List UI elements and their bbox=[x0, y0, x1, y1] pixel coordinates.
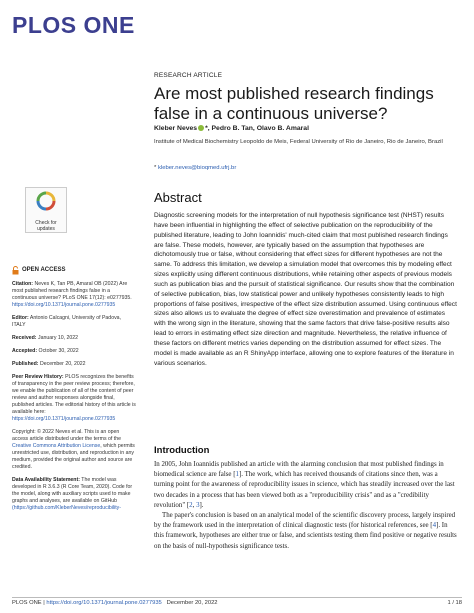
page-footer: PLOS ONE | https://doi.org/10.1371/journal.pone.0277935 December 20, 2022 1 / 18 bbox=[12, 600, 462, 606]
check-updates-line2: updates bbox=[37, 226, 55, 232]
article-type: RESEARCH ARTICLE bbox=[154, 72, 223, 79]
corresponding-mark: * bbox=[205, 125, 208, 132]
peer-review-link[interactable]: https://doi.org/10.1371/journal.pone.0277935 bbox=[12, 416, 116, 422]
intro-paragraph-1: In 2005, John Ioannidis published an article with the alarming conclusion that most published findings in biomedical science are false [1]. The work, which has received thousands of citations since then, was a turning point for the awareness of reproducibility issues in science, which has steadily increased over the last two decades in a process that has been viewed both as a "reproducibility crisis" and as a "credibility revolution" [2, 3]. bbox=[154, 461, 455, 509]
intro-paragraph-2: The paper's conclusion is based on an analytical model of the scientific discovery process, largely inspired by the framework used in the interpretation of clinical diagnostic tests (for historical references, see [4]. In this framework, hypotheses are either true or false, and scientists testing them find positive or negative results on the basis of null-hypothesis significance tests. bbox=[154, 512, 457, 550]
editor-block: Editor: Antonio Calcagni, University of Padova, ITALY bbox=[12, 315, 121, 328]
reference-link[interactable]: 4 bbox=[432, 522, 437, 530]
footer-date: December 20, 2022 bbox=[166, 600, 218, 606]
introduction-text bbox=[154, 460, 457, 552]
abstract-text: Diagnostic screening models for the interpretation of null hypothesis significance test (NHST) results have been influential in highlighting the effect of selective publication on the reproducibility of the published literature, leading to John Ioannidis' much-cited claim that most published research findings are false. These models, however, are typically based on the assumption that hypotheses are dichotomously true or false, without considering that effect sizes for different hypotheses are not the same. To address this limitation, we develop a simulation model that overcomes this by modeling effect sizes explicitly using different continuous distributions, while retaining other aspects of previous models such as publication bias and the pursuit of statistical significance. Our results show that the combination of selective publication, bias, low statistical power and unlikely hypotheses consistently leads to high proportions of false positives, irrespective of the effect size distribution assumed. Using continuous effect sizes also allows us to evaluate the degree of effect size overestimation and prevalence of estimates with the wrong sign in the literature, showing that the same factors that drive false-positive results also lead to errors in estimating effect size direction and magnitude. Nevertheless, the relative influence of these factors on different metrics varies depending on the distribution assumed for effect sizes. The model is made available as an R ShinyApp interface, allowing one to explore features of the literature in various scenarios. bbox=[154, 212, 457, 367]
affiliation: Institute of Medical Biochemistry Leopoldo de Meis, Federal University of Rio de Janeiro, Rio de Janeiro, Brazil bbox=[154, 139, 443, 145]
github-link[interactable]: (https://github.com/KleberNeves/reproducibility- bbox=[12, 505, 121, 511]
peer-review-block: Peer Review History: PLOS recognizes the benefits of transparency in the peer review process; therefore, we enable the publication of all of the content of peer review and author responses alongside final, published articles. The editorial history of this article is available here: https://doi.org/10.1371/journal.pone.0277935 bbox=[12, 374, 136, 422]
footer-divider bbox=[12, 597, 462, 598]
published-block: Published: December 20, 2022 bbox=[12, 361, 86, 367]
other-authors: , Pedro B. Tan, Olavo B. Amaral bbox=[207, 125, 309, 132]
reference-link[interactable]: 2 bbox=[189, 501, 193, 509]
license-link[interactable]: Creative Commons Attribution License bbox=[12, 443, 101, 449]
page-number: 1 / 18 bbox=[447, 600, 462, 606]
first-author[interactable]: Kleber Neves bbox=[154, 125, 198, 132]
footer-journal: PLOS ONE bbox=[12, 600, 42, 606]
author-list bbox=[154, 125, 309, 132]
journal-logo: PLOS ONE bbox=[12, 12, 135, 38]
open-access-row bbox=[12, 266, 136, 275]
check-updates-line1: Check for bbox=[35, 220, 57, 226]
citation-doi-link[interactable]: https://doi.org/10.1371/journal.pone.0277935 bbox=[12, 302, 116, 308]
copyright-block: Copyright: © 2022 Neves et al. This is an open access article distributed under the terms of the Creative Commons Attribution License, which permits unrestricted use, distribution, and reproduction in any medium, provided the original author and source are credited. bbox=[12, 429, 135, 470]
footer-doi-link[interactable]: https://doi.org/10.1371/journal.pone.0277935 bbox=[46, 600, 162, 606]
orcid-icon[interactable] bbox=[198, 125, 204, 131]
accepted-block: Accepted: October 30, 2022 bbox=[12, 348, 79, 354]
data-availability-block: Data Availability Statement: The model was developed in R 3.6.3 (R Core Team, 2020). Code for the model, along with auxiliary scripts used to make graphs and analyses, are available on GitHub (https://github.com/KleberNeves/reproducibility- bbox=[12, 477, 133, 511]
email-link[interactable]: kleber.neves@bioqmed.ufrj.br bbox=[157, 165, 237, 171]
introduction-heading: Introduction bbox=[154, 445, 210, 456]
email-star: * bbox=[154, 165, 157, 171]
reference-link[interactable]: 1 bbox=[235, 471, 239, 479]
received-block: Received: January 10, 2022 bbox=[12, 335, 79, 341]
check-for-updates-badge[interactable] bbox=[25, 187, 67, 233]
abstract-heading: Abstract bbox=[154, 190, 202, 205]
article-title: Are most published research findings false in a continuous universe? bbox=[154, 84, 434, 123]
check-updates-icon bbox=[36, 191, 56, 213]
open-lock-icon bbox=[12, 266, 19, 275]
reference-link[interactable]: 3 bbox=[196, 501, 200, 509]
corresponding-email bbox=[154, 165, 236, 171]
citation-block: Citation: Neves K, Tan PB, Amaral OB (2022) Are most published research findings false in a continuous universe? PLoS ONE 17(12): e0277935. https://doi.org/10.1371/journal.pone.0277935 bbox=[12, 281, 132, 308]
article-sidebar bbox=[12, 266, 136, 518]
open-access-label: OPEN ACCESS bbox=[22, 267, 66, 273]
